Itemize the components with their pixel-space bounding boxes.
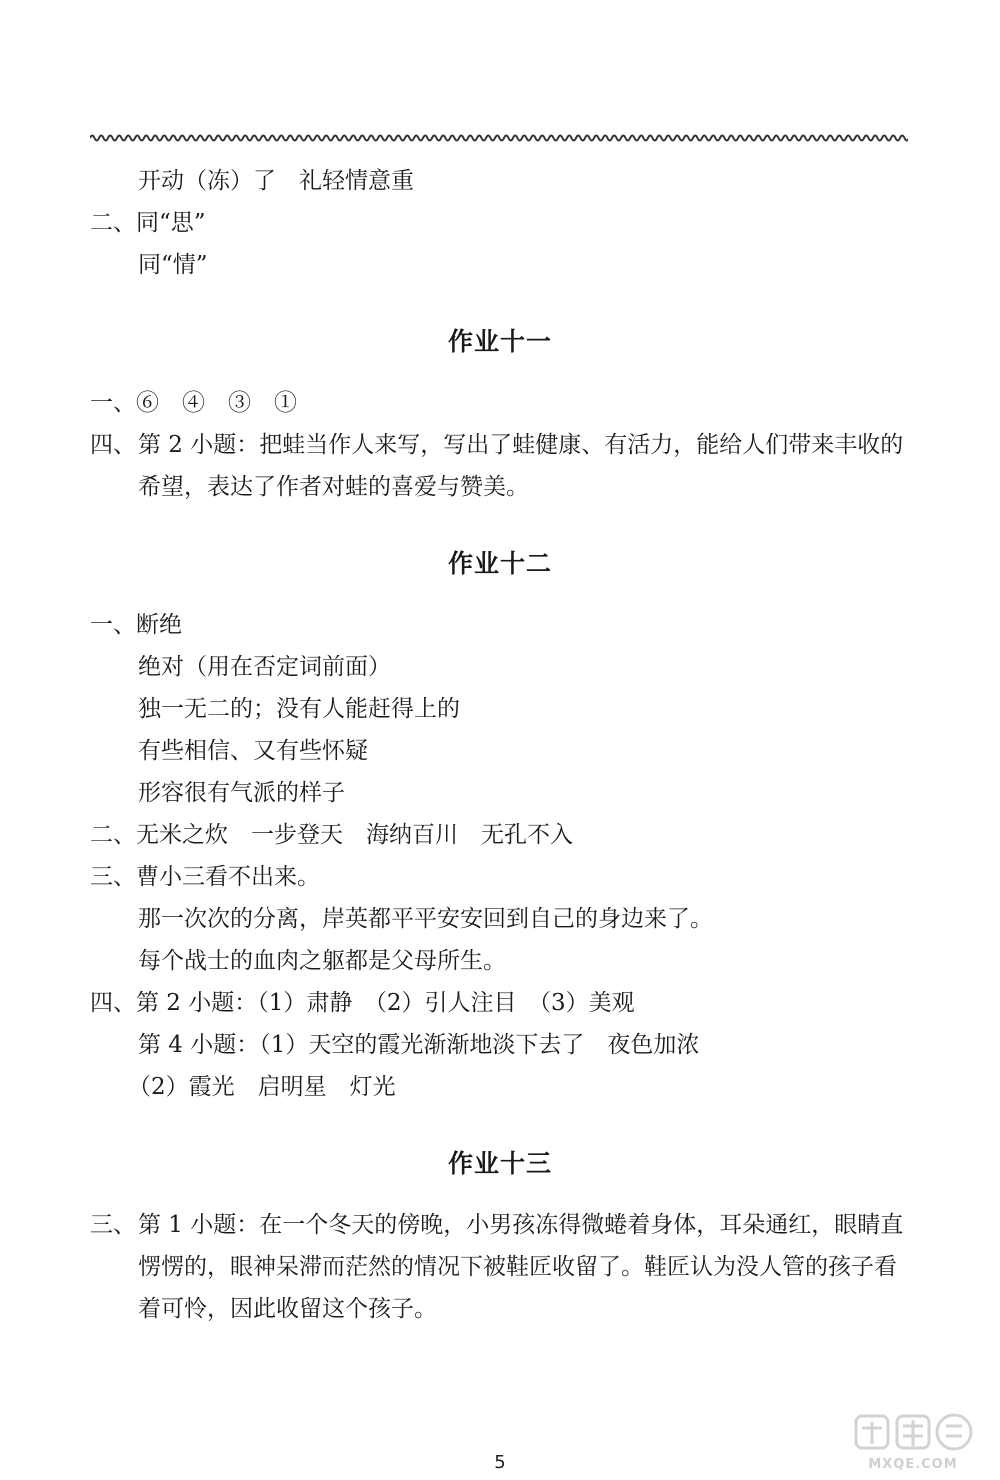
item-text: 曹小三看不出来。 bbox=[136, 864, 320, 890]
answer-item bbox=[0, 1204, 908, 1330]
answer-line: 独一无二的；没有人能赶得上的 bbox=[138, 696, 460, 722]
answer-circle-logo-icon bbox=[848, 1408, 978, 1458]
answer-item bbox=[0, 856, 1000, 898]
watermark-text: MXQE.COM bbox=[868, 1457, 958, 1472]
answer-line: 绝对（用在否定词前面） bbox=[138, 654, 391, 680]
item-text: 同“思” bbox=[136, 210, 206, 236]
answer-line: 那一次次的分离，岸英都平平安安回到自己的身边来了。 bbox=[138, 906, 713, 932]
item-text: 第 1 小题：在一个冬天的傍晚，小男孩冻得微蜷着身体，耳朵通红，眼睛直愣愣的，眼神呆滞而茫然的情况下被鞋匠收留了。鞋匠认为没人管的孩子看着可怜，因此收留这个孩子。 bbox=[138, 1212, 904, 1322]
section-heading-hw13: 作业十三 bbox=[447, 1149, 552, 1178]
watermark-logo bbox=[848, 1408, 978, 1474]
item-label: 二、 bbox=[90, 210, 136, 236]
answer-item bbox=[0, 202, 1000, 244]
answer-line: 有些相信、又有些怀疑 bbox=[138, 738, 368, 764]
item-text: 第 2 小题：（1）肃静 （2）引人注目 （3）美观 bbox=[136, 990, 635, 1016]
item-label: 三、 bbox=[90, 864, 136, 890]
answer-line: 同“情” bbox=[138, 252, 208, 278]
section-heading-hw12: 作业十二 bbox=[447, 549, 552, 578]
item-text: 断绝 bbox=[136, 612, 182, 638]
wavy-divider bbox=[90, 130, 908, 146]
answer-item: 一、⑥ ④ ③ ① bbox=[90, 390, 297, 416]
answer-item: 二、无米之炊 一步登天 海纳百川 无孔不入 bbox=[90, 822, 573, 848]
section-heading-hw11: 作业十一 bbox=[447, 327, 552, 356]
answer-item bbox=[0, 424, 908, 508]
answer-line: （2）霞光 启明星 灯光 bbox=[128, 1074, 396, 1100]
answer-item bbox=[0, 604, 1000, 646]
page-number: 5 bbox=[494, 1452, 506, 1473]
item-label: 四、 bbox=[90, 990, 136, 1016]
item-text: 第 2 小题：把蛙当作人来写，写出了蛙健康、有活力，能给人们带来丰收的希望，表达了作者对蛙的喜爱与赞美。 bbox=[138, 432, 904, 500]
answer-line: 每个战士的血肉之躯都是父母所生。 bbox=[138, 948, 506, 974]
answer-line: 形容很有气派的样子 bbox=[138, 780, 345, 806]
answer-line: 开动（冻）了 礼轻情意重 bbox=[138, 168, 414, 194]
item-label: 四、 bbox=[90, 432, 136, 458]
answer-item bbox=[0, 982, 1000, 1024]
item-label: 三、 bbox=[90, 1212, 136, 1238]
item-label: 一、 bbox=[90, 612, 136, 638]
answer-content bbox=[0, 160, 1000, 1330]
answer-line: 第 4 小题：（1）天空的霞光渐渐地淡下去了 夜色加浓 bbox=[138, 1032, 700, 1058]
